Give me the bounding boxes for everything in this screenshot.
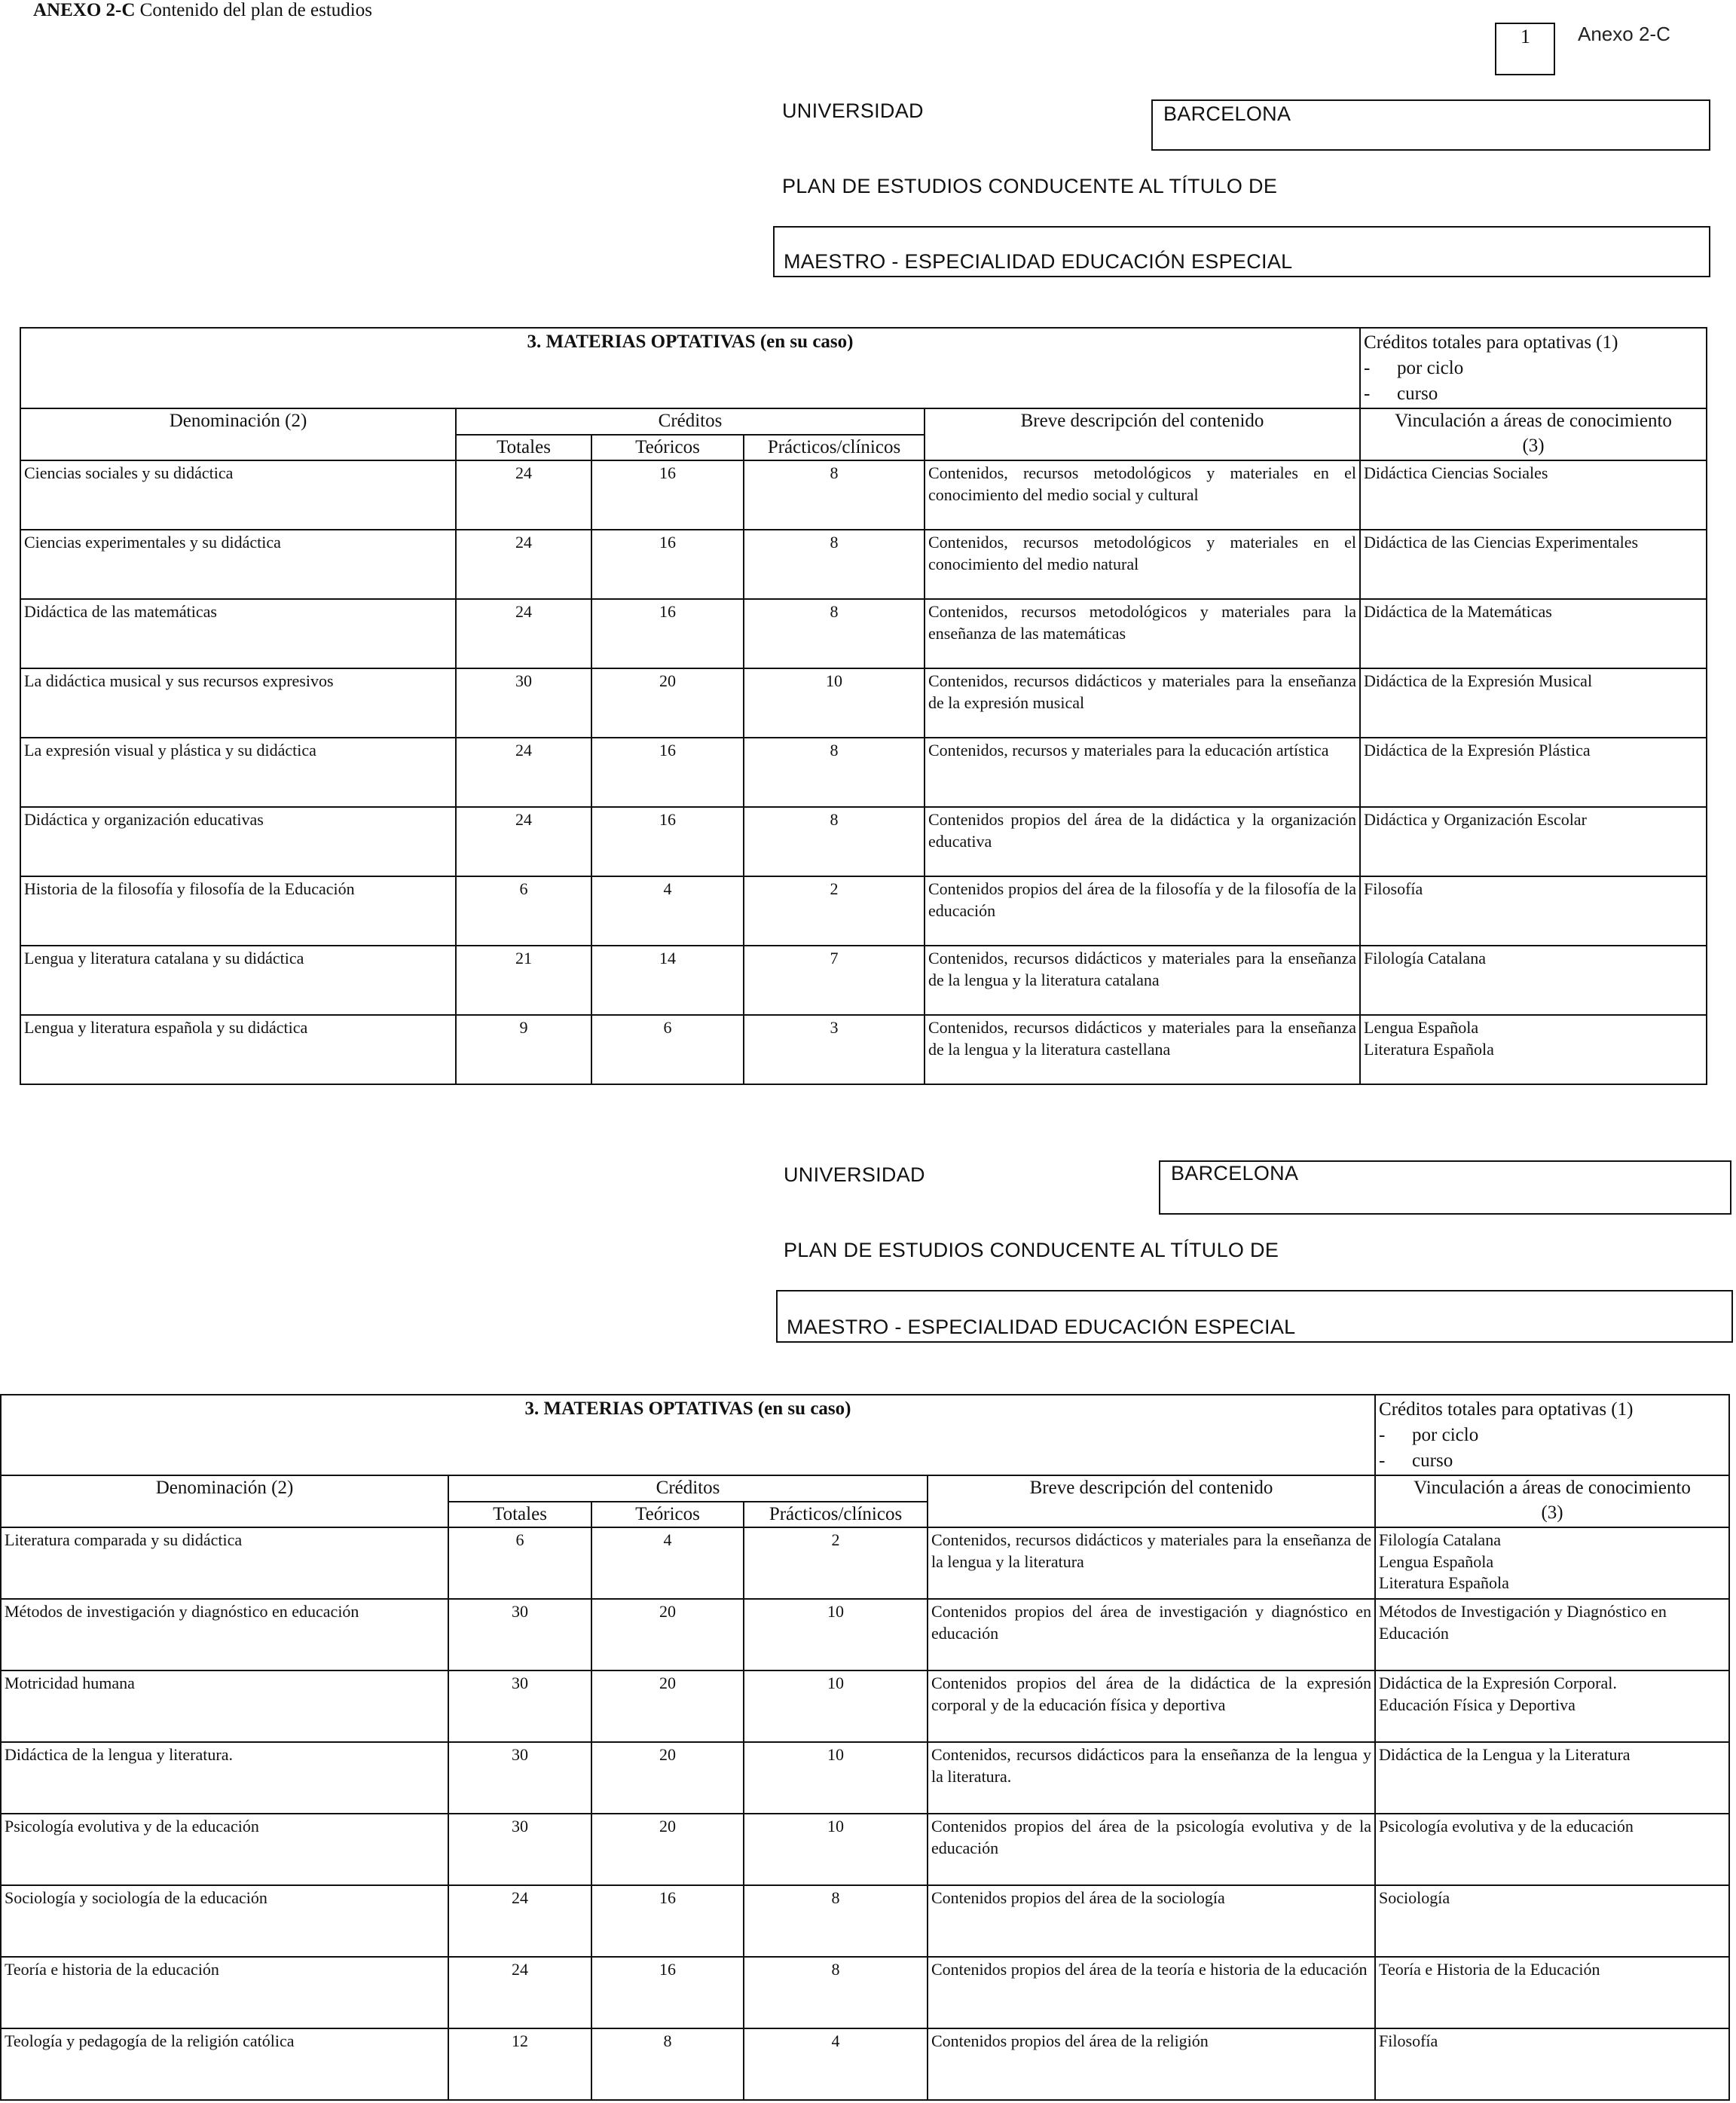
credits-total: 24 <box>456 807 591 876</box>
knowledge-areas <box>1360 460 1707 530</box>
document-header <box>33 0 372 21</box>
subject-name: Literatura comparada y su didáctica <box>1 1527 448 1599</box>
credits-total: 30 <box>456 668 591 738</box>
universidad-label: UNIVERSIDAD <box>784 1163 925 1186</box>
table-row <box>1 1599 1729 1670</box>
knowledge-areas <box>1360 599 1707 668</box>
knowledge-areas <box>1375 1957 1729 2028</box>
knowledge-areas <box>1360 1015 1707 1084</box>
content-description: Contenidos propios del área de la religión <box>928 2028 1375 2100</box>
knowledge-areas <box>1360 530 1707 599</box>
credits-theory: 16 <box>591 599 744 668</box>
universidad-value: BARCELONA <box>1171 1162 1299 1184</box>
credits-theory: 16 <box>591 807 744 876</box>
knowledge-areas <box>1375 1742 1729 1814</box>
creditos-totales-cell: Créditos totales para optativas (1) - por ciclo - curso <box>1360 328 1707 408</box>
credits-practice: 2 <box>744 876 925 946</box>
credits-practice: 8 <box>744 599 925 668</box>
subject-name: Didáctica de las matemáticas <box>20 599 456 668</box>
credits-total: 24 <box>448 1957 591 2028</box>
credits-theory: 16 <box>591 530 744 599</box>
knowledge-area: Didáctica Ciencias Sociales <box>1364 463 1548 483</box>
curso-label: curso <box>1412 1450 1453 1471</box>
credits-practice: 8 <box>744 1885 928 1957</box>
knowledge-area: Educación <box>1379 1623 1449 1643</box>
credits-total: 30 <box>448 1814 591 1885</box>
optativas-table-2 <box>0 1394 1730 2101</box>
knowledge-area: Métodos de Investigación y Diagnóstico en <box>1379 1602 1667 1622</box>
table-row <box>1 1957 1729 2028</box>
credits-total: 9 <box>456 1015 591 1084</box>
subject-name: Didáctica de la lengua y literatura. <box>1 1742 448 1814</box>
col-descripcion: Breve descripción del contenido <box>925 408 1360 460</box>
credits-practice: 10 <box>744 1742 928 1814</box>
credits-practice: 10 <box>744 1599 928 1670</box>
subject-name: Métodos de investigación y diagnóstico en educación <box>1 1599 448 1670</box>
knowledge-area: Educación Física y Deportiva <box>1379 1695 1576 1714</box>
credits-theory: 20 <box>591 1599 744 1670</box>
knowledge-areas <box>1360 946 1707 1015</box>
knowledge-area: Filosofía <box>1379 2031 1438 2051</box>
content-description: Contenidos propios del área de investigación y diagnóstico en educación <box>928 1599 1375 1670</box>
col-descripcion: Breve descripción del contenido <box>928 1475 1375 1527</box>
col-practicos: Prácticos/clínicos <box>744 435 925 461</box>
knowledge-area: Filología Catalana <box>1364 949 1486 968</box>
creditos-totales-label: Créditos totales para optativas (1) <box>1379 1399 1634 1420</box>
credits-theory: 16 <box>591 1885 744 1957</box>
table-row <box>1 1527 1729 1599</box>
content-description: Contenidos, recursos metodológicos y materiales en el conocimiento del medio social y cultural <box>925 460 1360 530</box>
credits-total: 24 <box>456 599 591 668</box>
credits-total: 30 <box>448 1742 591 1814</box>
universidad-field <box>1159 1160 1731 1215</box>
content-description: Contenidos, recursos didácticos y materiales para la enseñanza de la expresión musical <box>925 668 1360 738</box>
credits-total: 30 <box>448 1670 591 1742</box>
table-row <box>20 599 1707 668</box>
annex-label: Anexo 2-C <box>1578 23 1670 45</box>
plan-label: PLAN DE ESTUDIOS CONDUCENTE AL TÍTULO DE <box>782 175 1278 197</box>
credits-total: 24 <box>448 1885 591 1957</box>
credits-practice: 2 <box>744 1527 928 1599</box>
table-row <box>1 1885 1729 1957</box>
plan-label: PLAN DE ESTUDIOS CONDUCENTE AL TÍTULO DE <box>784 1239 1279 1261</box>
col-denominacion: Denominación (2) <box>1 1475 448 1527</box>
table-row <box>1 1670 1729 1742</box>
table-title: 3. MATERIAS OPTATIVAS (en su caso) <box>20 328 1360 408</box>
knowledge-area: Lengua Española <box>1379 1551 1494 1571</box>
knowledge-areas <box>1360 738 1707 807</box>
universidad-label: UNIVERSIDAD <box>782 99 924 122</box>
knowledge-area: Didáctica de la Matemáticas <box>1364 602 1552 622</box>
subject-name: La didáctica musical y sus recursos expresivos <box>20 668 456 738</box>
credits-practice: 10 <box>744 1814 928 1885</box>
credits-theory: 20 <box>591 1670 744 1742</box>
table-row <box>20 1015 1707 1084</box>
content-description: Contenidos, recursos didácticos y materiales para la enseñanza de la lengua y la literatura <box>928 1527 1375 1599</box>
content-description: Contenidos propios del área de la filosofía y de la filosofía de la educación <box>925 876 1360 946</box>
knowledge-area: Didáctica de la Expresión Corporal. <box>1379 1674 1617 1693</box>
credits-practice: 8 <box>744 807 925 876</box>
credits-total: 6 <box>456 876 591 946</box>
table-row <box>20 807 1707 876</box>
col-totales: Totales <box>456 435 591 461</box>
col-practicos: Prácticos/clínicos <box>744 1502 928 1528</box>
subject-name: Motricidad humana <box>1 1670 448 1742</box>
page-number-box <box>1495 23 1555 75</box>
knowledge-area: Filosofía <box>1364 879 1423 899</box>
col-creditos: Créditos <box>456 408 925 435</box>
credits-theory: 20 <box>591 1814 744 1885</box>
credits-practice: 8 <box>744 460 925 530</box>
table-row <box>20 530 1707 599</box>
knowledge-area: Teoría e Historia de la Educación <box>1379 1960 1600 1979</box>
table-row <box>1 2028 1729 2100</box>
credits-practice: 8 <box>744 738 925 807</box>
subject-name: Ciencias sociales y su didáctica <box>20 460 456 530</box>
table-title: 3. MATERIAS OPTATIVAS (en su caso) <box>1 1395 1375 1475</box>
knowledge-areas <box>1375 1599 1729 1670</box>
por-ciclo-label: por ciclo <box>1412 1424 1479 1445</box>
subject-name: Lengua y literatura catalana y su didáctica <box>20 946 456 1015</box>
knowledge-area: Lengua Española <box>1364 1018 1479 1038</box>
credits-total: 24 <box>456 738 591 807</box>
knowledge-area: Sociología <box>1379 1888 1450 1908</box>
knowledge-area: Didáctica de la Lengua y la Literatura <box>1379 1745 1631 1765</box>
col-denominacion: Denominación (2) <box>20 408 456 460</box>
table-row <box>20 460 1707 530</box>
subject-name: La expresión visual y plástica y su didáctica <box>20 738 456 807</box>
table-body <box>20 460 1707 1084</box>
credits-theory: 20 <box>591 1742 744 1814</box>
content-description: Contenidos, recursos metodológicos y materiales en el conocimiento del medio natural <box>925 530 1360 599</box>
credits-practice: 8 <box>744 530 925 599</box>
titulo-value: MAESTRO - ESPECIALIDAD EDUCACIÓN ESPECIAL <box>784 250 1293 273</box>
knowledge-area: Psicología evolutiva y de la educación <box>1379 1817 1634 1836</box>
knowledge-area: Literatura Española <box>1379 1573 1509 1593</box>
col-teoricos: Teóricos <box>591 1502 744 1528</box>
titulo-value: MAESTRO - ESPECIALIDAD EDUCACIÓN ESPECIAL <box>787 1316 1296 1338</box>
col-teoricos: Teóricos <box>591 435 744 461</box>
content-description: Contenidos, recursos didácticos para la enseñanza de la lengua y la literatura. <box>928 1742 1375 1814</box>
content-description: Contenidos propios del área de la psicología evolutiva y de la educación <box>928 1814 1375 1885</box>
subject-name: Psicología evolutiva y de la educación <box>1 1814 448 1885</box>
knowledge-areas <box>1360 876 1707 946</box>
credits-total: 24 <box>456 530 591 599</box>
titulo-field <box>776 1290 1733 1343</box>
col-vinculacion: Vinculación a áreas de conocimiento (3) <box>1360 408 1707 460</box>
credits-practice: 4 <box>744 2028 928 2100</box>
knowledge-areas <box>1375 1527 1729 1599</box>
table-body <box>1 1527 1729 2100</box>
titulo-field <box>773 226 1710 277</box>
annex-id: ANEXO 2-C <box>33 0 136 20</box>
knowledge-area: Literatura Española <box>1364 1039 1494 1059</box>
credits-practice: 10 <box>744 668 925 738</box>
credits-theory: 6 <box>591 1015 744 1084</box>
credits-theory: 16 <box>591 738 744 807</box>
credits-theory: 16 <box>591 460 744 530</box>
knowledge-area: Filología Catalana <box>1379 1530 1501 1550</box>
credits-practice: 8 <box>744 1957 928 2028</box>
knowledge-area: Didáctica de la Expresión Plástica <box>1364 741 1591 760</box>
content-description: Contenidos propios del área de la sociología <box>928 1885 1375 1957</box>
optativas-table-1 <box>20 327 1707 1085</box>
table-row <box>20 946 1707 1015</box>
knowledge-areas <box>1375 2028 1729 2100</box>
content-description: Contenidos, recursos didácticos y materiales para la enseñanza de la lengua y la literatura catalana <box>925 946 1360 1015</box>
content-description: Contenidos propios del área de la didáctica de la expresión corporal y de la educación física y deportiva <box>928 1670 1375 1742</box>
table-row <box>20 876 1707 946</box>
knowledge-areas <box>1375 1670 1729 1742</box>
table-row <box>20 738 1707 807</box>
table-row <box>1 1814 1729 1885</box>
credits-theory: 16 <box>591 1957 744 2028</box>
knowledge-areas <box>1360 807 1707 876</box>
content-description: Contenidos propios del área de la didáctica y la organización educativa <box>925 807 1360 876</box>
table-row <box>1 1742 1729 1814</box>
credits-practice: 3 <box>744 1015 925 1084</box>
credits-theory: 8 <box>591 2028 744 2100</box>
curso-label: curso <box>1397 383 1438 404</box>
knowledge-area: Didáctica y Organización Escolar <box>1364 810 1587 830</box>
content-description: Contenidos, recursos y materiales para la educación artística <box>925 738 1360 807</box>
subject-name: Didáctica y organización educativas <box>20 807 456 876</box>
credits-theory: 4 <box>591 1527 744 1599</box>
credits-theory: 4 <box>591 876 744 946</box>
col-creditos: Créditos <box>448 1475 928 1502</box>
subject-name: Teoría e historia de la educación <box>1 1957 448 2028</box>
subject-name: Historia de la filosofía y filosofía de la Educación <box>20 876 456 946</box>
creditos-totales-label: Créditos totales para optativas (1) <box>1364 332 1618 353</box>
content-description: Contenidos, recursos didácticos y materiales para la enseñanza de la lengua y la literatura castellana <box>925 1015 1360 1084</box>
credits-practice: 10 <box>744 1670 928 1742</box>
subject-name: Lengua y literatura española y su didáctica <box>20 1015 456 1084</box>
universidad-value: BARCELONA <box>1163 102 1291 125</box>
col-vinculacion: Vinculación a áreas de conocimiento (3) <box>1375 1475 1729 1527</box>
content-description: Contenidos, recursos metodológicos y materiales para la enseñanza de las matemáticas <box>925 599 1360 668</box>
annex-title: Contenido del plan de estudios <box>135 0 372 20</box>
universidad-field <box>1151 99 1710 151</box>
credits-total: 30 <box>448 1599 591 1670</box>
por-ciclo-label: por ciclo <box>1397 357 1464 378</box>
knowledge-area: Didáctica de las Ciencias Experimentales <box>1364 533 1639 552</box>
content-description: Contenidos propios del área de la teoría e historia de la educación <box>928 1957 1375 2028</box>
subject-name: Teología y pedagogía de la religión católica <box>1 2028 448 2100</box>
credits-total: 21 <box>456 946 591 1015</box>
table-row <box>20 668 1707 738</box>
col-totales: Totales <box>448 1502 591 1528</box>
subject-name: Ciencias experimentales y su didáctica <box>20 530 456 599</box>
credits-total: 12 <box>448 2028 591 2100</box>
knowledge-area: Didáctica de la Expresión Musical <box>1364 671 1593 691</box>
knowledge-areas <box>1360 668 1707 738</box>
credits-total: 6 <box>448 1527 591 1599</box>
credits-total: 24 <box>456 460 591 530</box>
page-number: 1 <box>1521 26 1530 47</box>
knowledge-areas <box>1375 1814 1729 1885</box>
credits-practice: 7 <box>744 946 925 1015</box>
credits-theory: 20 <box>591 668 744 738</box>
subject-name: Sociología y sociología de la educación <box>1 1885 448 1957</box>
creditos-totales-cell: Créditos totales para optativas (1) - por ciclo - curso <box>1375 1395 1729 1475</box>
credits-theory: 14 <box>591 946 744 1015</box>
knowledge-areas <box>1375 1885 1729 1957</box>
